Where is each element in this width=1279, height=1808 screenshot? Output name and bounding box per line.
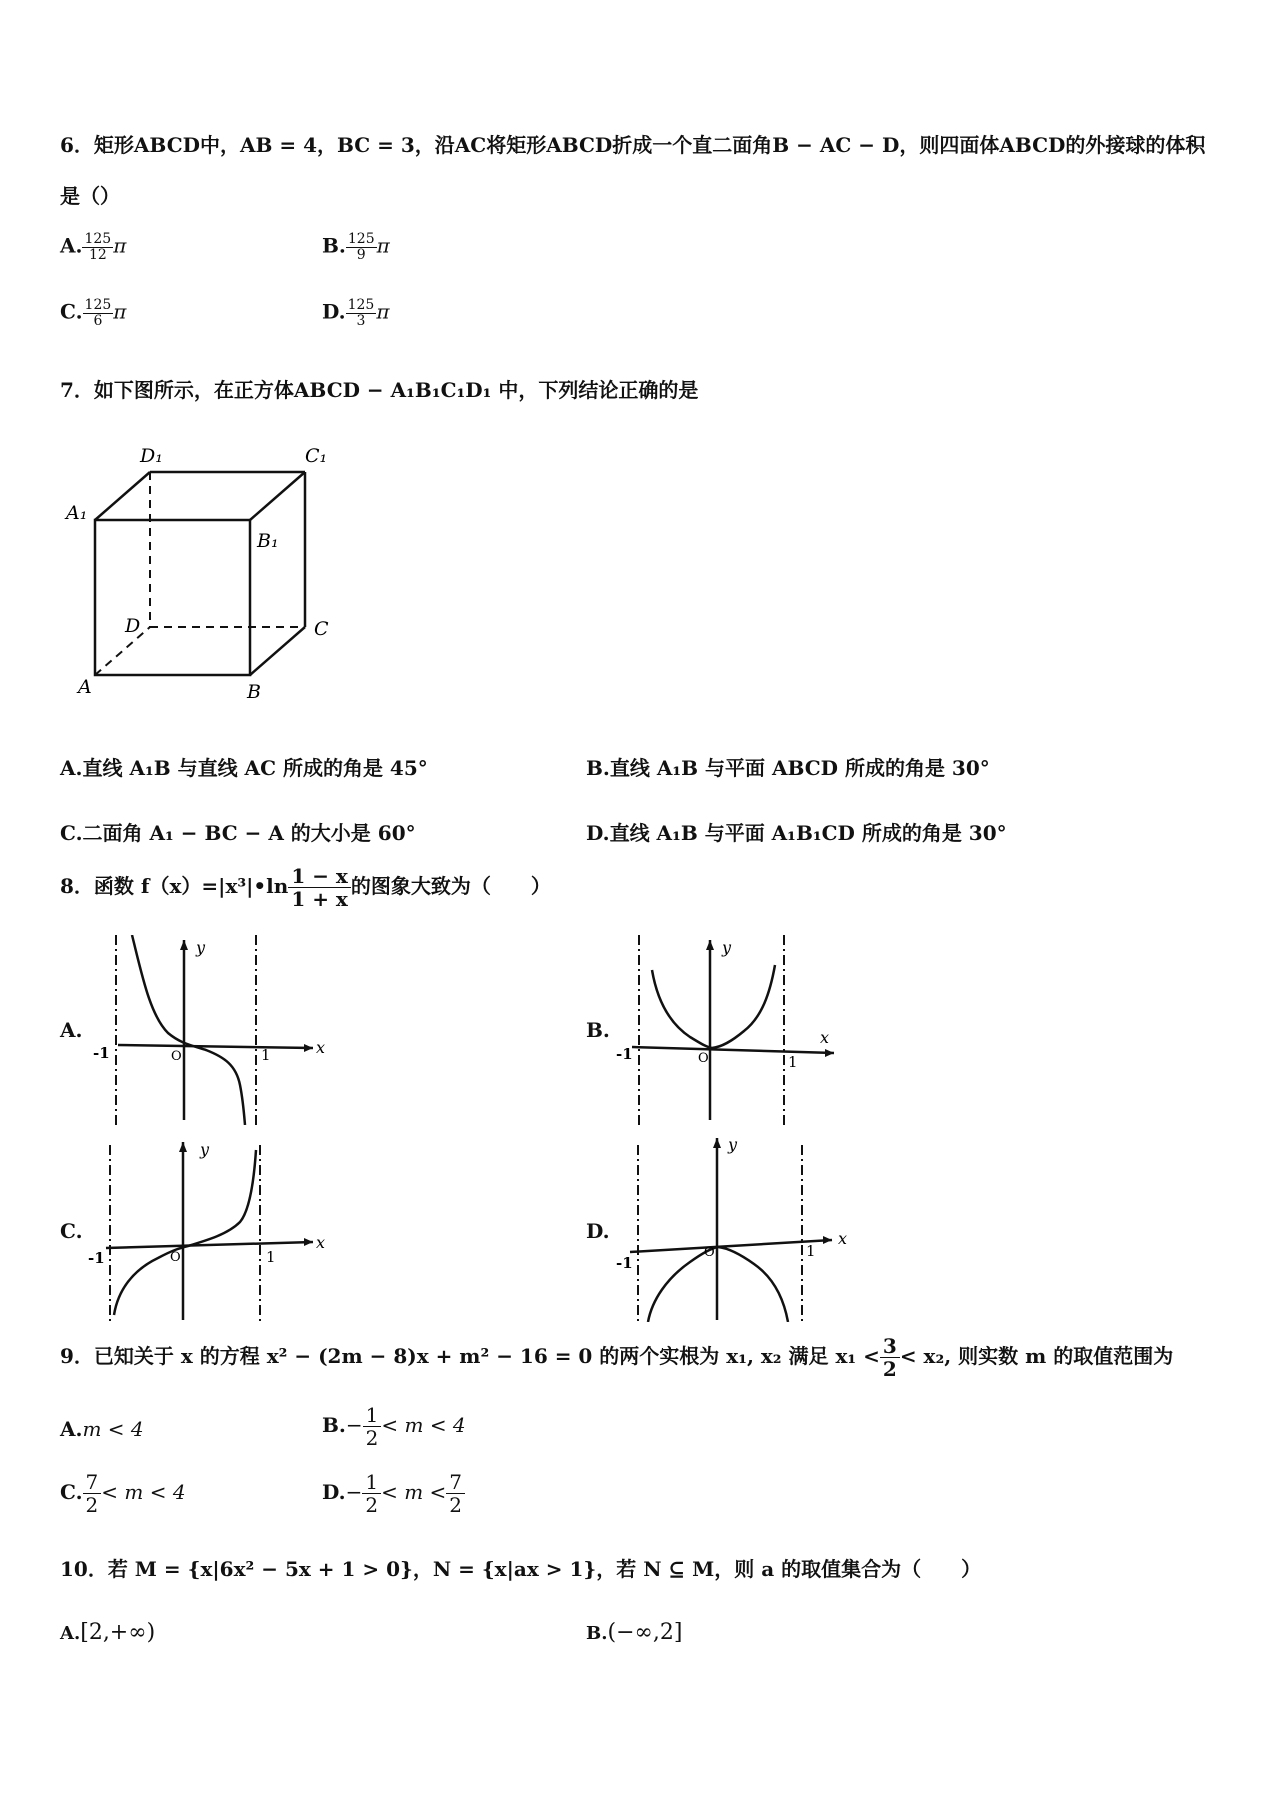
q7-option-d[interactable] [586,817,1007,846]
option-label: B. [586,1623,608,1644]
option-label: C. [60,821,83,845]
fraction: $\frac{125}{6}$ [84,297,112,329]
svg-text:1: 1 [266,1248,276,1266]
option-label: A. [60,1623,81,1644]
q6-option-d[interactable]: D. $\frac{125}{3}$ π [322,297,390,329]
q6-option-c[interactable]: C. $\frac{125}{6}$ π [60,297,127,329]
label-a1: A₁ [66,502,88,524]
option-label: B. [322,1413,346,1437]
fraction: $\frac{3}{2}$ [880,1335,900,1380]
label-d: D [125,615,141,637]
option-label: A. [60,756,83,780]
cube-front-face [95,520,250,675]
q6-option-a[interactable]: A. $\frac{125}{12}$ π [60,231,127,263]
option-text: (−∞,2] [607,1620,683,1645]
q8-graph-d[interactable] [612,1130,852,1322]
q8-option-c-label[interactable]: C. [60,1219,83,1243]
q6-option-b[interactable]: B. $\frac{125}{9}$ π [322,231,390,263]
q9-option-a[interactable] [60,1417,144,1441]
fraction: $\frac{1}{2}$ [363,1404,382,1449]
q8-graph-c[interactable] [88,1130,328,1322]
option-text: 直线 A₁B 与平面 A₁B₁CD 所成的角是 30° [609,821,1007,845]
svg-text:x: x [820,1028,830,1047]
fraction: $\frac{125}{9}$ [347,231,375,263]
label-b1: B₁ [257,530,279,552]
q6-stem-line2: 是（） [60,184,120,208]
svg-text:1: 1 [261,1046,271,1064]
label-d1: D₁ [140,445,163,467]
option-label: C. [60,1480,83,1504]
label-c1: C₁ [305,445,328,467]
q9-option-d[interactable]: D.− $\frac{1}{2}$ < m < $\frac{7}{2}$ [322,1471,465,1516]
fraction: $\frac{125}{12}$ [84,231,112,263]
label-b: B [247,681,261,703]
edge-b1-c1 [250,472,305,520]
q7-option-b[interactable] [586,752,990,781]
q8-option-d-label[interactable]: D. [586,1219,610,1243]
option-text: [2,+∞) [80,1620,156,1645]
label-a: A [78,676,92,698]
svg-text:-1: -1 [616,1045,633,1063]
svg-text:x: x [316,1233,326,1252]
q10-stem: 10．若 M = {x|6x² − 5x + 1 > 0}，N = {x|ax > 1}，若 N ⊆ M，则 a 的取值集合为（ ） [60,1557,982,1581]
svg-text:-1: -1 [616,1254,633,1272]
fraction: $\frac{1 - x}{1 + x}$ [288,865,351,910]
q8-stem: 8．函数 f（x）=|x³|•ln $\frac{1 - x}{1 + x}$ 的图象大致为（ ） [60,864,551,911]
curve-a [132,935,245,1125]
q8-graph-a[interactable] [88,935,328,1125]
svg-text:O: O [170,1250,181,1265]
q9-option-c[interactable]: C. $\frac{7}{2}$ < m < 4 [60,1470,186,1517]
option-label: C. [60,299,83,324]
svg-text:O: O [171,1049,182,1064]
option-text: 直线 A₁B 与直线 AC 所成的角是 45° [82,756,428,780]
svg-text:-1: -1 [88,1249,105,1267]
svg-text:y: y [200,1140,210,1159]
option-label: A. [60,1417,83,1441]
svg-text:O: O [698,1051,709,1066]
option-label: D. [322,299,346,324]
q10-option-b[interactable] [586,1620,682,1645]
svg-text:x: x [316,1038,326,1057]
option-text: 直线 A₁B 与平面 ABCD 所成的角是 30° [609,756,990,780]
label-c: C [314,618,329,640]
edge-b-c [250,627,305,675]
fraction: $\frac{7}{2}$ [83,1471,102,1516]
x-axis [106,1242,313,1248]
edge-a1-d1 [95,472,150,520]
svg-text:O: O [704,1245,715,1260]
svg-text:1: 1 [788,1053,798,1071]
q8-graph-b[interactable] [612,935,852,1125]
x-axis [118,1045,313,1048]
curve-b [652,965,775,1048]
option-label: D. [586,821,610,845]
cube-figure [60,440,360,710]
edge-a-d-hidden [95,627,150,675]
svg-text:y: y [722,938,732,957]
option-label: D. [322,1480,346,1504]
q8-option-b-label[interactable]: B. [586,1018,610,1042]
fraction: $\frac{1}{2}$ [362,1471,381,1516]
q8-option-a-label[interactable]: A. [60,1018,83,1042]
option-label: A. [60,233,83,258]
svg-text:-1: -1 [93,1044,110,1062]
q9-stem: 9．已知关于 x 的方程 x² − (2m − 8)x + m² − 16 = 0 的两个实根为 x₁, x₂ 满足 x₁ < $\frac{3}{2}$ < x₂, 则实数 m 的取值范围为 [60,1334,1174,1381]
q10-option-a[interactable] [60,1620,155,1645]
fraction: $\frac{7}{2}$ [446,1471,465,1516]
svg-text:x: x [838,1229,848,1248]
q7-stem: 7．如下图所示，在正方体ABCD − A₁B₁C₁D₁ 中，下列结论正确的是 [60,378,699,402]
option-text: m < 4 [82,1417,144,1441]
option-text: 二面角 A₁ − BC − A 的大小是 60° [82,821,416,845]
svg-text:y: y [728,1135,738,1154]
q9-option-b[interactable]: B.− $\frac{1}{2}$ < m < 4 [322,1403,466,1450]
curve-c [114,1150,256,1315]
q7-option-c[interactable] [60,817,416,846]
option-label: B. [322,233,346,258]
x-axis [632,1047,834,1053]
svg-text:y: y [196,938,206,957]
svg-text:1: 1 [806,1242,816,1260]
q6-stem-line1: 6．矩形ABCD中，AB = 4，BC = 3，沿AC将矩形ABCD折成一个直二面角B − AC − D，则四面体ABCD的外接球的体积 [60,133,1206,157]
option-label: B. [586,756,610,780]
q7-option-a[interactable] [60,752,428,781]
fraction: $\frac{125}{3}$ [347,297,375,329]
